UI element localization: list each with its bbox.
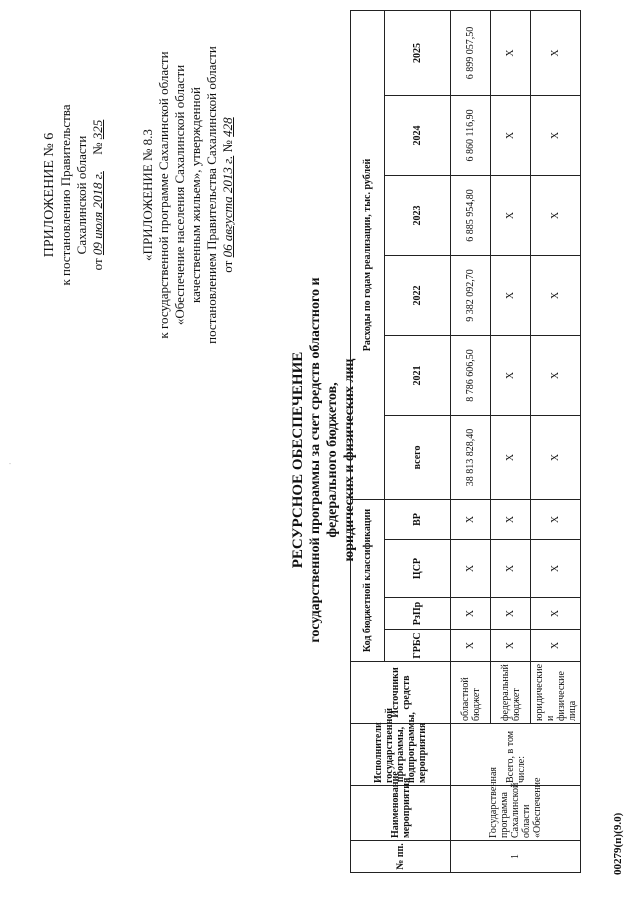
col-grbs-header: ГРБС [385,630,451,662]
col-vr-header: ВР [385,499,451,539]
decree-line2: Сахалинской области [74,135,89,255]
decree-header [42,60,106,330]
cell-2025: 6 899 057,50 [451,10,491,95]
col-2024-header: 2024 [385,95,451,175]
cell-2024: Х [491,95,531,175]
col-sources-header: Источники средств [351,662,451,724]
decree-title: ПРИЛОЖЕНИЕ № 6 [42,132,57,258]
cell-csr: Х [531,540,581,598]
cell-total: Х [491,415,531,499]
col-budget-code-header: Код бюджетной классификации [351,499,385,661]
cell-vr: Х [451,499,491,539]
col-rzpr-header: РзПр [385,598,451,630]
col-total-header: всего [385,415,451,499]
decree-date: 09 июля 2018 г. [90,171,105,256]
decree-line1: к постановлению Правительства [58,104,73,286]
table-row [451,10,491,872]
footer-code: 00279(п)(9.0) [612,812,624,875]
annex-title: «ПРИЛОЖЕНИЕ № 8.3 [140,129,155,261]
cell-2025: Х [491,10,531,95]
annex-date-line: от 06 августа 2013 г. № 428 [220,117,235,273]
row-name: Государственная программа Сахалинской области «Обеспечение [451,786,581,841]
cell-2023: Х [531,175,581,255]
cell-rzpr: Х [491,598,531,630]
col-expenses-header: Расходы по годам реализации, тыс. рублей [351,10,385,499]
cell-csr: Х [491,540,531,598]
cell-2025: Х [531,10,581,95]
cell-2021: Х [491,335,531,415]
cell-vr: Х [531,499,581,539]
cell-2024: 6 860 116,90 [451,95,491,175]
cell-rzpr: Х [531,598,581,630]
row-source: областной бюджет [451,662,491,724]
cell-2022: Х [531,255,581,335]
annex-number: 428 [220,117,235,137]
col-2023-header: 2023 [385,175,451,255]
title-line2: государственной программы за счет средств областного и федерального бюджетов, [308,277,340,643]
cell-2021: 8 786 606,50 [451,335,491,415]
cell-2022: 9 382 092,70 [451,255,491,335]
decree-date-line: от 09 июля 2018 г. № 325 [90,119,105,271]
cell-2022: Х [491,255,531,335]
cell-csr: Х [451,540,491,598]
row-executor: Всего, в том числе: [451,724,581,786]
title-line1: РЕСУРСНОЕ ОБЕСПЕЧЕНИЕ [290,351,306,569]
cell-rzpr: Х [451,598,491,630]
annex-date: 06 августа 2013 г. [220,155,235,258]
cell-total: 38 813 828,40 [451,415,491,499]
row-source: федеральный бюджет [491,662,531,724]
annex-header [140,45,236,345]
annex-body: к государственной программе Сахалинской области «Обеспечение населения Сахалинской области качественным жильем», утвержденной постановлением Правительства Сахалинской области [156,46,219,344]
row-num: 1 [451,841,581,873]
cell-grbs: Х [491,630,531,662]
col-name-header: Наименование мероприятия [351,786,451,841]
cell-2023: 6 885 954,80 [451,175,491,255]
row-source: юридические и физические лица [531,662,581,724]
document-title [290,250,358,670]
cell-2023: Х [491,175,531,255]
cell-grbs: Х [451,630,491,662]
col-num-header: № пп. [351,841,451,873]
col-2025-header: 2025 [385,10,451,95]
resource-table [350,10,581,873]
cell-2021: Х [531,335,581,415]
col-executors-header: Исполнители государственной программы, подпрограммы, мероприятия [351,724,451,786]
col-2022-header: 2022 [385,255,451,335]
decree-number: 325 [90,119,105,140]
corner-mark: · [6,462,15,465]
cell-2024: Х [531,95,581,175]
col-2021-header: 2021 [385,335,451,415]
title-line3: юридических и физических лиц [342,358,357,562]
cell-vr: Х [491,499,531,539]
cell-grbs: Х [531,630,581,662]
col-csr-header: ЦСР [385,540,451,598]
cell-total: Х [531,415,581,499]
